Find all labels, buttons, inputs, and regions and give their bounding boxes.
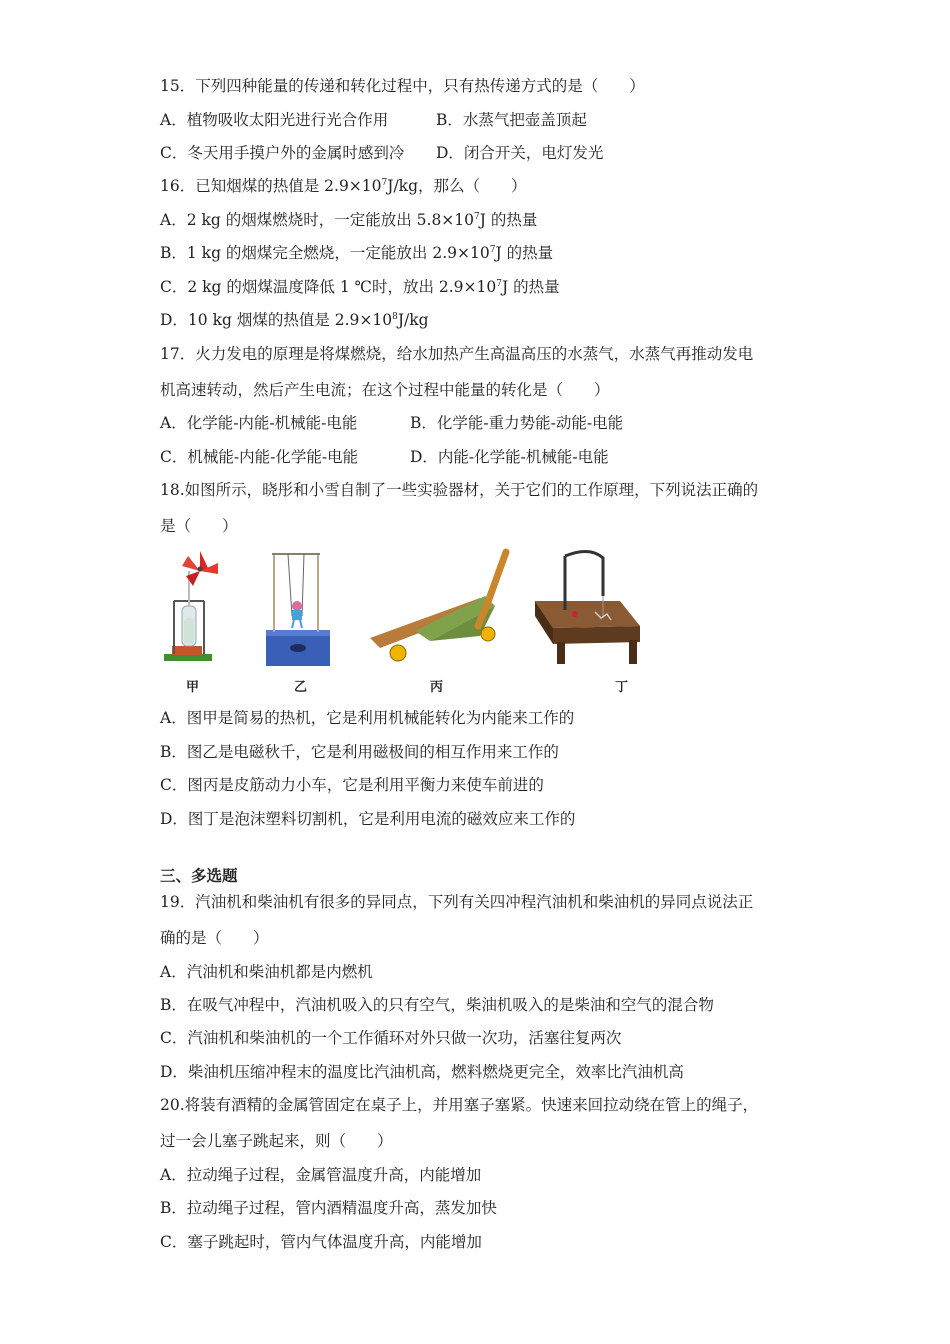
q17-option-c: C．机械能-内能-化学能-电能	[160, 448, 359, 466]
q15-option-a: A．植物吸收太阳光进行光合作用	[160, 111, 389, 129]
q20-stem-line1: 20.将装有酒精的金属管固定在桌子上，并用塞子塞紧。快速来回拉动绕在管上的绳子，	[160, 1096, 759, 1114]
q18-figures	[160, 546, 650, 696]
q19-stem-line2: 确的是（ ）	[160, 929, 269, 947]
q16-option-c: C．2 kg 的烟煤温度降低 1 ℃时，放出 $2.9\times 10^7J$ 的热量	[160, 278, 560, 296]
q20-option-c: C．塞子跳起时，管内气体温度升高，内能增加	[160, 1233, 482, 1251]
q20-option-a: A．拉动绳子过程，金属管温度升高，内能增加	[160, 1166, 482, 1184]
q15-options-cd	[160, 143, 604, 163]
caption-yi: 乙	[294, 680, 308, 695]
q17-options-ab	[160, 413, 624, 433]
q18-option-c: C．图丙是皮筋动力小车，它是利用平衡力来使车前进的	[160, 776, 544, 794]
q18-option-a: A．图甲是简易的热机，它是利用机械能转化为内能来工作的	[160, 709, 575, 727]
q15-option-c: C．冬天用手摸户外的金属时感到冷	[160, 144, 405, 162]
q19-option-c: C．汽油机和柴油机的一个工作循环对外只做一次功，活塞往复两次	[160, 1029, 622, 1047]
q16-option-a: A．2 kg 的烟煤燃烧时，一定能放出 $5.8\times 10^7J$ 的热量	[160, 211, 538, 229]
q16-option-b: B．1 kg 的烟煤完全燃烧，一定能放出 $2.9\times 10^7J$ 的热量	[160, 244, 554, 262]
q19-stem-line1: 19．汽油机和柴油机有很多的异同点，下列有关四冲程汽油机和柴油机的异同点说法正	[160, 893, 754, 911]
figure-ding	[525, 546, 650, 671]
q16-option-d: D．10 kg 烟煤的热值是 $2.9\times 10^8J/kg$	[160, 311, 429, 329]
caption-bing: 丙	[430, 680, 444, 695]
figure-yi	[260, 546, 335, 671]
q15-options-ab	[160, 110, 587, 130]
q20-stem-line2: 过一会儿塞子跳起来，则（ ）	[160, 1132, 393, 1150]
q18-stem-line1: 18.如图所示，晓彤和小雪自制了一些实验器材，关于它们的工作原理，下列说法正确的	[160, 481, 759, 499]
q17-stem-line1: 17．火力发电的原理是将煤燃烧，给水加热产生高温高压的水蒸气，水蒸气再推动发电	[160, 345, 754, 363]
figure-jia	[160, 546, 245, 671]
q15-option-b: B．水蒸气把壶盖顶起	[436, 111, 587, 129]
figure-bing	[360, 546, 520, 671]
q16-stem: 16．已知烟煤的热值是 $2.9\times 10^7J/kg$，那么（ ）	[160, 177, 527, 195]
caption-jia: 甲	[186, 680, 200, 695]
q19-option-a: A．汽油机和柴油机都是内燃机	[160, 963, 373, 981]
q18-option-d: D．图丁是泡沫塑料切割机，它是利用电流的磁效应来工作的	[160, 810, 576, 828]
caption-ding: 丁	[615, 680, 629, 695]
q17-options-cd	[160, 447, 609, 467]
q15-option-d: D．闭合开关，电灯发光	[436, 144, 604, 162]
q19-option-b: B．在吸气冲程中，汽油机吸入的只有空气，柴油机吸入的是柴油和空气的混合物	[160, 996, 714, 1014]
q17-stem-line2: 机高速转动，然后产生电流；在这个过程中能量的转化是（ ）	[160, 381, 610, 399]
section-heading: 三、多选题	[160, 867, 238, 885]
q17-option-b: B．化学能-重力势能-动能-电能	[410, 414, 624, 432]
q19-option-d: D．柴油机压缩冲程末的温度比汽油机高，燃料燃烧更完全，效率比汽油机高	[160, 1063, 684, 1081]
q17-option-d: D．内能-化学能-机械能-电能	[410, 448, 609, 466]
q18-stem-line2: 是（ ）	[160, 517, 238, 535]
q18-option-b: B．图乙是电磁秋千，它是利用磁极间的相互作用来工作的	[160, 743, 559, 761]
q20-option-b: B．拉动绳子过程，管内酒精温度升高，蒸发加快	[160, 1199, 497, 1217]
q17-option-a: A．化学能-内能-机械能-电能	[160, 414, 358, 432]
q15-stem: 15．下列四种能量的传递和转化过程中，只有热传递方式的是（ ）	[160, 77, 645, 95]
